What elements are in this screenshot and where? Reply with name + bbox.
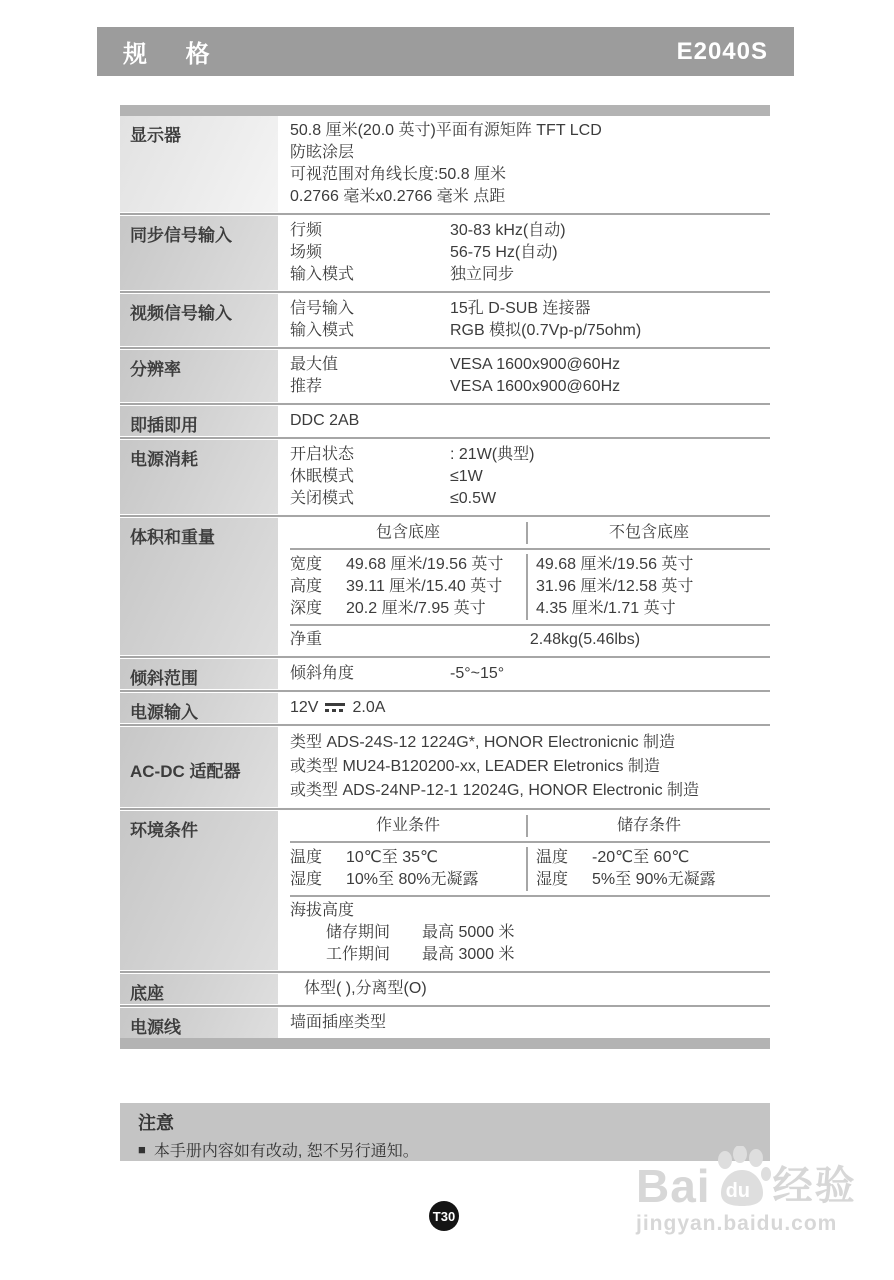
page-header bbox=[97, 27, 794, 76]
page-title: 规 格 bbox=[123, 41, 226, 68]
spec-value: : 21W(典型) bbox=[450, 446, 535, 463]
spec-value: 体型( ),分离型(O) bbox=[304, 980, 427, 997]
adapter-line: 类型 ADS-24S-12 1224G*, HONOR Electronicnic 制造 bbox=[290, 734, 676, 751]
row-label-video-input: 视频信号输入 bbox=[120, 294, 278, 346]
spec-value: 独立同步 bbox=[450, 266, 515, 283]
note-title: 注意 bbox=[138, 1113, 174, 1133]
dimension-value: 31.96 厘米/12.58 英寸 bbox=[536, 578, 694, 595]
row-content-sync-input bbox=[283, 216, 770, 290]
row-divider bbox=[120, 347, 770, 349]
row-divider bbox=[120, 690, 770, 692]
dimension-name: 高度 bbox=[290, 578, 323, 595]
row-content-dimensions bbox=[283, 518, 770, 655]
spec-row-resolution bbox=[120, 350, 770, 402]
row-content-power-cord bbox=[283, 1008, 770, 1038]
spec-name: 最大值 bbox=[290, 356, 339, 373]
operating-conditions bbox=[290, 847, 526, 891]
dimensions-body bbox=[290, 554, 770, 620]
row-content-video-input bbox=[283, 294, 770, 346]
environment-value: 10%至 80%无凝露 bbox=[346, 871, 479, 888]
page-number-badge: T30 bbox=[429, 1201, 459, 1231]
table-top-rule bbox=[120, 105, 770, 116]
power-input-voltage: 12V bbox=[290, 699, 319, 716]
spec-line bbox=[290, 488, 770, 510]
spec-row-stand bbox=[120, 974, 770, 1004]
row-label-power-input: 电源输入 bbox=[120, 693, 278, 723]
row-label-sync-input: 同步信号输入 bbox=[120, 216, 278, 290]
row-content-stand bbox=[283, 974, 770, 1004]
spec-value: 30-83 kHz(自动) bbox=[450, 222, 566, 239]
row-divider bbox=[120, 515, 770, 517]
spec-value: RGB 模拟(0.7Vp-p/75ohm) bbox=[450, 322, 642, 339]
dimension-value: 4.35 厘米/1.71 英寸 bbox=[536, 600, 676, 617]
note-text: 本手册内容如有改动, 恕不另行通知。 bbox=[153, 1143, 419, 1160]
row-label-tilt: 倾斜范围 bbox=[120, 659, 278, 689]
spec-value: -5°~15° bbox=[450, 665, 505, 682]
row-content-tilt bbox=[283, 659, 770, 689]
table-bottom-rule bbox=[120, 1038, 770, 1049]
weight-line bbox=[290, 624, 770, 651]
environment-name: 温度 bbox=[290, 849, 323, 866]
dimensions-without-stand bbox=[526, 554, 770, 620]
col-header-storage: 储存条件 bbox=[526, 815, 770, 837]
spec-name: 输入模式 bbox=[290, 322, 355, 339]
spec-row-adapter bbox=[120, 727, 770, 807]
adapter-line: 或类型 ADS-24NP-12-1 12024G, HONOR Electronic 制造 bbox=[290, 782, 700, 799]
col-header-with-stand: 包含底座 bbox=[375, 524, 440, 541]
row-content-environment bbox=[283, 811, 770, 970]
row-content-power-consumption bbox=[283, 440, 770, 514]
altitude-line bbox=[290, 944, 770, 966]
environment-line bbox=[290, 847, 526, 869]
spec-line bbox=[290, 354, 770, 376]
dimension-name: 深度 bbox=[290, 600, 323, 617]
spec-name: 信号输入 bbox=[290, 300, 355, 317]
environment-value: 5%至 90%无凝露 bbox=[592, 871, 716, 888]
environment-line bbox=[536, 869, 770, 891]
spec-line bbox=[290, 444, 770, 466]
spec-name: 场频 bbox=[290, 244, 323, 261]
spec-value: 墙面插座类型 bbox=[290, 1014, 387, 1031]
row-content-plug-play bbox=[283, 406, 770, 436]
dimension-value: 39.11 厘米/15.40 英寸 bbox=[346, 578, 503, 595]
spec-row-power-consumption bbox=[120, 440, 770, 514]
col-header-without-stand: 不包含底座 bbox=[526, 522, 770, 544]
dimension-line bbox=[290, 576, 526, 598]
adapter-line: 或类型 MU24-B120200-xx, LEADER Eletronics 制造 bbox=[290, 758, 660, 775]
spec-line bbox=[290, 242, 770, 264]
spec-value: 15孔 D-SUB 连接器 bbox=[450, 300, 591, 317]
spec-line bbox=[290, 220, 770, 242]
display-line: 可视范围对角线长度:50.8 厘米 bbox=[290, 166, 507, 183]
environment-name: 湿度 bbox=[290, 871, 323, 888]
power-input-current: 2.0A bbox=[352, 699, 386, 716]
row-divider bbox=[120, 1005, 770, 1007]
weight-value: 2.48kg(5.46lbs) bbox=[529, 631, 641, 648]
row-content-resolution bbox=[283, 350, 770, 402]
dimension-line bbox=[290, 598, 526, 620]
spec-name: 休眠模式 bbox=[290, 468, 355, 485]
storage-conditions bbox=[526, 847, 770, 891]
row-label-power-cord: 电源线 bbox=[120, 1008, 278, 1038]
spec-value: VESA 1600x900@60Hz bbox=[450, 378, 621, 395]
spec-name: 关闭模式 bbox=[290, 490, 355, 507]
row-divider bbox=[120, 656, 770, 658]
spec-name: 行频 bbox=[290, 222, 323, 239]
watermark-brand-suffix: du bbox=[725, 1180, 751, 1202]
spec-row-tilt bbox=[120, 659, 770, 689]
spec-name: 开启状态 bbox=[290, 446, 355, 463]
row-divider bbox=[120, 213, 770, 215]
row-divider bbox=[120, 724, 770, 726]
environment-line bbox=[536, 847, 770, 869]
spec-line bbox=[290, 466, 770, 488]
altitude-name: 储存期间 bbox=[326, 924, 391, 941]
row-divider bbox=[120, 971, 770, 973]
display-line: 50.8 厘米(20.0 英寸)平面有源矩阵 TFT LCD bbox=[290, 122, 602, 139]
watermark-brand-cn: 经验 bbox=[772, 1164, 857, 1208]
col-header-operating: 作业条件 bbox=[375, 817, 440, 834]
spec-row-power-input bbox=[120, 693, 770, 723]
row-label-resolution: 分辨率 bbox=[120, 350, 278, 402]
spec-name: 推荐 bbox=[290, 378, 323, 395]
altitude-value: 最高 3000 米 bbox=[422, 946, 515, 963]
spec-line bbox=[290, 376, 770, 398]
spec-table bbox=[120, 105, 770, 1049]
row-label-dimensions: 体积和重量 bbox=[120, 518, 278, 655]
spec-value: DDC 2AB bbox=[290, 412, 360, 429]
dimension-value: 20.2 厘米/7.95 英寸 bbox=[346, 600, 486, 617]
spec-name: 倾斜角度 bbox=[290, 665, 355, 682]
weight-name: 净重 bbox=[290, 631, 323, 648]
spec-line bbox=[290, 298, 770, 320]
dimensions-with-stand bbox=[290, 554, 526, 620]
row-divider bbox=[120, 808, 770, 810]
spec-line bbox=[290, 264, 770, 286]
row-content-display bbox=[283, 116, 770, 212]
spec-row-display bbox=[120, 116, 770, 212]
row-label-stand: 底座 bbox=[120, 974, 278, 1004]
altitude-value: 最高 5000 米 bbox=[422, 924, 515, 941]
dimensions-header bbox=[290, 522, 770, 550]
spec-line bbox=[290, 320, 770, 342]
dimension-value: 49.68 厘米/19.56 英寸 bbox=[536, 556, 694, 573]
spec-row-video-input bbox=[120, 294, 770, 346]
row-label-power-consumption: 电源消耗 bbox=[120, 440, 278, 514]
spec-line bbox=[290, 663, 770, 685]
altitude-name: 工作期间 bbox=[326, 946, 391, 963]
row-label-plug-play: 即插即用 bbox=[120, 406, 278, 436]
watermark-url: jingyan.baidu.com bbox=[636, 1212, 838, 1235]
altitude-line bbox=[290, 922, 770, 944]
environment-value: -20℃至 60℃ bbox=[592, 849, 690, 866]
row-divider bbox=[120, 403, 770, 405]
environment-line bbox=[290, 869, 526, 891]
row-label-display: 显示器 bbox=[120, 116, 278, 212]
spec-value: ≤1W bbox=[450, 468, 483, 485]
row-content-adapter bbox=[283, 727, 770, 807]
environment-name: 温度 bbox=[536, 849, 569, 866]
display-line: 防眩涂层 bbox=[290, 144, 355, 161]
watermark-brand-prefix: Bai bbox=[636, 1160, 711, 1212]
environment-header bbox=[290, 815, 770, 843]
bullet-square-icon: ■ bbox=[138, 1142, 146, 1157]
spec-row-dimensions bbox=[120, 518, 770, 655]
row-content-power-input bbox=[283, 693, 770, 723]
dimension-name: 宽度 bbox=[290, 556, 323, 573]
spec-value: ≤0.5W bbox=[450, 490, 497, 507]
direct-current-icon bbox=[325, 702, 345, 713]
environment-body bbox=[290, 847, 770, 891]
watermark-brand-row bbox=[636, 1146, 888, 1212]
spec-row-plug-play bbox=[120, 406, 770, 436]
altitude-block bbox=[290, 895, 770, 966]
dimension-line bbox=[290, 554, 526, 576]
spec-row-sync-input bbox=[120, 216, 770, 290]
dimension-value: 49.68 厘米/19.56 英寸 bbox=[346, 556, 504, 573]
row-label-adapter: AC-DC 适配器 bbox=[120, 727, 278, 807]
spec-name: 输入模式 bbox=[290, 266, 355, 283]
baidu-watermark bbox=[636, 1146, 888, 1236]
display-line: 0.2766 毫米x0.2766 毫米 点距 bbox=[290, 188, 506, 205]
paw-print-icon bbox=[713, 1146, 771, 1208]
altitude-label: 海拔高度 bbox=[290, 902, 355, 919]
environment-value: 10℃至 35℃ bbox=[346, 849, 438, 866]
model-number: E2040S bbox=[676, 37, 768, 65]
spec-line bbox=[290, 697, 770, 719]
environment-name: 湿度 bbox=[536, 871, 569, 888]
spec-row-environment bbox=[120, 811, 770, 970]
row-label-environment: 环境条件 bbox=[120, 811, 278, 970]
row-divider bbox=[120, 291, 770, 293]
spec-row-power-cord bbox=[120, 1008, 770, 1038]
row-divider bbox=[120, 437, 770, 439]
spec-value: 56-75 Hz(自动) bbox=[450, 244, 558, 261]
spec-value: VESA 1600x900@60Hz bbox=[450, 356, 621, 373]
